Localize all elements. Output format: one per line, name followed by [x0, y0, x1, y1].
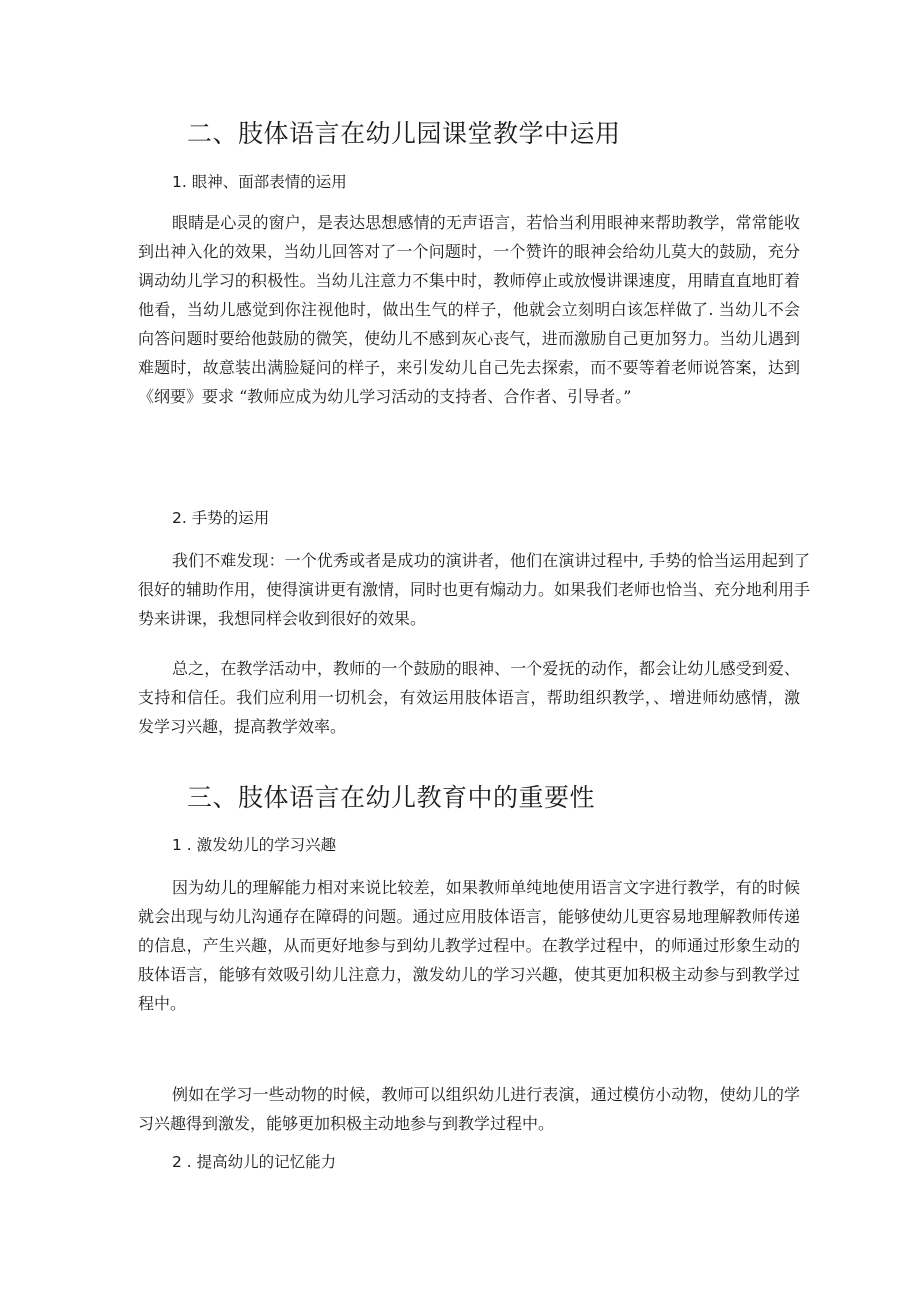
section-3-paragraph-2: 例如在学习一些动物的时候，教师可以组织幼儿进行表演，通过模仿小动物，使幼儿的学习兴趣得到激发，能够更加积极主动地参与到教学过程中。	[138, 1085, 800, 1133]
section-3-subheading-1: 1 . 激发幼儿的学习兴趣	[172, 836, 337, 854]
section-2-subheading-1: 1. 眼神、面部表情的运用	[172, 173, 347, 191]
section-2-paragraph-2: 我们不难发现：一个优秀或者是成功的演讲者，他们在演讲过程中, 手势的恰当运用起到了很好的辅助作用，使得演讲更有激情，同时也更有煽动力。如果我们老师也恰当、充分地利用手势来讲课，我想同样会收到很好的效果。	[138, 551, 811, 628]
section-3-paragraph-1: 因为幼儿的理解能力相对来说比较差，如果教师单纯地使用语言文字进行教学，有的时候就会出现与幼儿沟通存在障碍的问题。通过应用肢体语言，能够使幼儿更容易地理解教师传递的信息，产生兴趣，从而更好地参与到幼儿教学过程中。在教学过程中，的师通过形象生动的肢体语言，能够有效吸引幼儿注意力，激发幼儿的学习兴趣，使其更加积极主动参与到教学过程中。	[138, 878, 800, 1013]
section-3-subheading-2: 2 . 提高幼儿的记忆能力	[172, 1153, 337, 1171]
section-2-subheading-2: 2. 手势的运用	[172, 509, 270, 527]
section-3-heading: 三、肢体语言在幼儿教育中的重要性	[187, 783, 596, 812]
section-2-paragraph-3: 总之，在教学活动中，教师的一个鼓励的眼神、一个爱抚的动作，都会让幼儿感受到爱、支持和信任。我们应利用一切机会，有效运用肢体语言，帮助组织教学，、增进师幼感情，激发学习兴趣，提高教学效率。	[138, 659, 800, 736]
section-2-paragraph-1: 眼睛是心灵的窗户，是表达思想感情的无声语言，若恰当利用眼神来帮助教学，常常能收到出神入化的效果，当幼儿回答对了一个问题时，一个赞许的眼神会给幼儿莫大的鼓励，充分调动幼儿学习的积极性。当幼儿注意力不集中时，教师停止或放慢讲课速度，用睛直直地盯着他看，当幼儿感觉到你注视他时，做出生气的样子，他就会立刻明白该怎样做了. 当幼儿不会向答问题时要给他鼓励的微笑，使幼儿不感到灰心丧气，进而激励自己更加努力。当幼儿遇到难题时，故意装出满脸疑问的样子，来引发幼儿自己先去探索，而不要等着老师说答案，达到《纲要》要求 “教师应成为幼儿学习活动的支持者、合作者、引导者。”	[138, 213, 800, 406]
section-2-heading: 二、肢体语言在幼儿园课堂教学中运用	[187, 119, 621, 148]
